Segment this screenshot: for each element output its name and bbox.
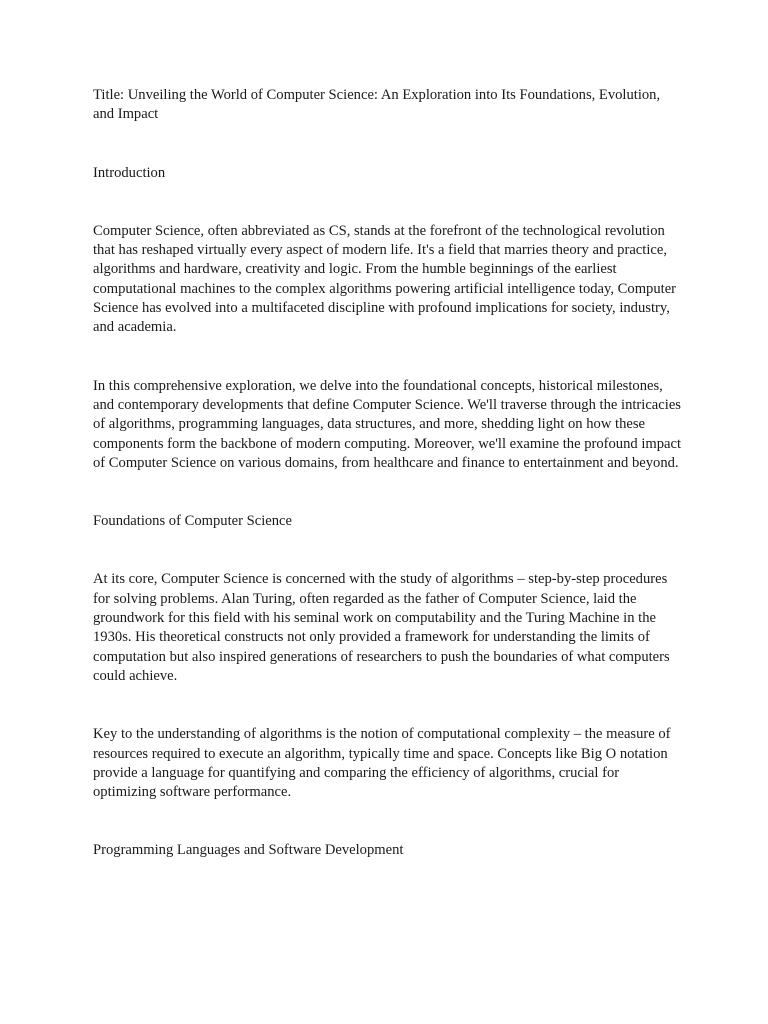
paragraph: Computer Science, often abbreviated as CS, stands at the forefront of the technological revolution that has reshaped virtually every aspect of modern life. It's a field that marries theory and practice, algorithms and hardware, creativity and logic. From the humble beginnings of the earliest computational machines to the complex algorithms powering artificial intelligence today, Computer Science has evolved into a multifaceted discipline with profound implications for society, industry, and academia. (93, 222, 677, 336)
section-heading-introduction: Introduction (93, 164, 166, 181)
document-title: Title: Unveiling the World of Computer Science: An Exploration into Its Foundations, Evolution, and Impact (93, 87, 661, 123)
document-page (93, 86, 683, 861)
section-heading-foundations: Foundations of Computer Science (93, 513, 293, 530)
paragraph: Key to the understanding of algorithms is the notion of computational complexity – the measure of resources required to execute an algorithm, typically time and space. Concepts like Big O notation provide a language for quantifying and comparing the efficiency of algorithms, crucial for optimizing software performance. (93, 726, 671, 801)
section-heading-programming-languages: Programming Languages and Software Development (93, 842, 404, 859)
paragraph: At its core, Computer Science is concerned with the study of algorithms – step-by-step procedures for solving problems. Alan Turing, often regarded as the father of Computer Science, laid the groundwork for this field with his seminal work on computability and the Turing Machine in the 1930s. His theoretical constructs not only provided a framework for understanding the limits of computation but also inspired generations of researchers to push the boundaries of what computers could achieve. (93, 571, 670, 684)
paragraph: In this comprehensive exploration, we delve into the foundational concepts, historical milestones, and contemporary developments that define Computer Science. We'll traverse through the intricacies of algorithms, programming languages, data structures, and more, shedding light on how these components form the backbone of modern computing. Moreover, we'll examine the profound impact of Computer Science on various domains, from healthcare and finance to entertainment and beyond. (93, 377, 682, 471)
